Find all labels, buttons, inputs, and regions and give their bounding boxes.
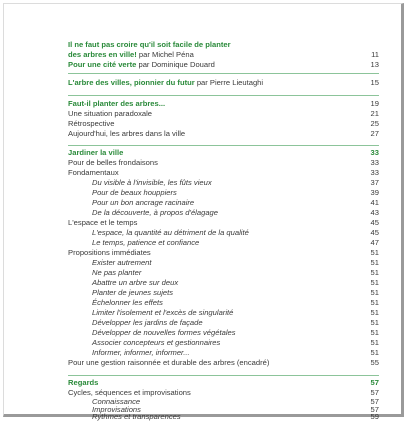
toc-entry-title: Exister autrement <box>92 258 152 267</box>
toc-entry <box>92 328 379 338</box>
toc-entry-title: Échelonner les effets <box>92 298 163 307</box>
toc-entry <box>92 318 379 328</box>
toc-entry-title: Faut-il planter des arbres... <box>68 99 166 108</box>
section-divider <box>68 375 379 376</box>
toc-entry-page: 51 <box>370 348 379 357</box>
toc-entry <box>92 268 379 278</box>
toc-entry-page: 15 <box>370 78 379 87</box>
toc-entry-title: Du visible à l'invisible, les fûts vieux <box>92 178 212 187</box>
toc-entry-title: Cycles, séquences et improvisations <box>68 388 191 397</box>
toc-entry-page: 25 <box>370 119 379 128</box>
toc-entry-page: 51 <box>370 318 379 327</box>
toc-entry-page: 51 <box>370 288 379 297</box>
toc-entry-page: 45 <box>370 218 379 227</box>
toc-entry-title: Pour de belles frondaisons <box>68 158 158 167</box>
toc-entry-page: 57 <box>370 388 379 397</box>
toc-entry-title: Limiter l'isolement et l'excès de singularité <box>92 308 234 317</box>
section-divider <box>68 73 379 74</box>
toc-section-heading <box>68 378 379 388</box>
toc-entry <box>92 308 379 318</box>
toc-entry <box>68 168 379 178</box>
toc-entry-title: Pour un bon ancrage racinaire <box>92 198 195 207</box>
toc-entry <box>92 188 379 198</box>
toc-entry-title: Jardiner la ville <box>68 148 124 157</box>
toc-entry-title: Pour une gestion raisonnée et durable des arbres (encadré) <box>68 358 270 367</box>
toc-entry-title: Rétrospective <box>68 119 115 128</box>
toc-entry-title: Fondamentaux <box>68 168 119 177</box>
toc-entry <box>92 288 379 298</box>
toc-entry-page: 59 <box>370 412 379 421</box>
toc-entry-page: 13 <box>370 60 379 69</box>
toc-entry-page: 21 <box>370 109 379 118</box>
toc-entry-title: Regards <box>68 378 99 387</box>
toc-entry-page: 41 <box>370 198 379 207</box>
toc-entry-title: Le temps, patience et confiance <box>92 238 200 247</box>
toc-entry-title: Développer les jardins de façade <box>92 318 203 327</box>
toc-entry-page: 57 <box>370 378 379 387</box>
toc-entry-title: L'espace et le temps <box>68 218 138 227</box>
toc-entry-page: 51 <box>370 298 379 307</box>
toc-entry-page: 33 <box>370 168 379 177</box>
toc-entry <box>92 348 379 358</box>
toc-entry-title: Aujourd'hui, les arbres dans la ville <box>68 129 186 138</box>
toc-entry-page: 43 <box>370 208 379 217</box>
toc-entry-page: 57 <box>370 397 379 406</box>
toc-entry-page: 47 <box>370 238 379 247</box>
toc-entry-page: 51 <box>370 328 379 337</box>
toc-entry-page: 51 <box>370 308 379 317</box>
section-divider <box>68 95 379 96</box>
toc-entry-author: par Pierre Lieutaghi <box>194 78 264 87</box>
toc-entry-page: 57 <box>370 405 379 414</box>
toc-entry-title: Informer, informer, informer... <box>92 348 190 357</box>
toc-entry-title: Improvisations <box>92 405 141 414</box>
toc-entry-page: 33 <box>370 158 379 167</box>
toc-entry-title: Développer de nouvelles formes végétales <box>92 328 236 337</box>
toc-entry-title: Associer concepteurs et gestionnaires <box>92 338 221 347</box>
toc-entry-title: Il ne faut pas croire qu'il soit facile de planter <box>68 40 231 49</box>
toc-entry-page: 19 <box>370 99 379 108</box>
toc-entry <box>92 278 379 288</box>
toc-entry-page: 51 <box>370 268 379 277</box>
toc-entry-title: des arbres en ville! <box>68 50 137 59</box>
toc-entry-title: Rythmes et transparences <box>92 412 181 421</box>
toc-entry <box>68 40 379 50</box>
toc-entry <box>68 119 379 129</box>
toc-entry-title: Connaissance <box>92 397 141 406</box>
toc-entry-title: Pour une cité verte <box>68 60 137 69</box>
toc-entry-page: 55 <box>370 358 379 367</box>
toc-entry <box>92 298 379 308</box>
toc-entry-page: 33 <box>370 148 379 157</box>
table-of-contents <box>4 4 401 421</box>
toc-entry-author: par Dominique Douard <box>136 60 215 69</box>
toc-entry <box>68 158 379 168</box>
toc-entry <box>92 258 379 268</box>
toc-entry <box>68 50 379 60</box>
toc-entry-page: 37 <box>370 178 379 187</box>
toc-entry-page: 51 <box>370 338 379 347</box>
toc-entry-title: L'arbre des villes, pionnier du futur <box>68 78 195 87</box>
toc-entry-page: 51 <box>370 258 379 267</box>
toc-entry-title: Ne pas planter <box>92 268 142 277</box>
toc-entry-title: Abattre un arbre sur deux <box>92 278 179 287</box>
toc-entry-page: 11 <box>371 50 379 59</box>
toc-entry-title: Pour de beaux houppiers <box>92 188 177 197</box>
toc-entry-title: Planter de jeunes sujets <box>92 288 174 297</box>
toc-entry <box>92 178 379 188</box>
toc-entry-page: 51 <box>370 248 379 257</box>
toc-entry-page: 27 <box>370 129 379 138</box>
page-frame <box>3 3 404 421</box>
toc-entry <box>68 78 379 88</box>
toc-entry-title: L'espace, la quantité au détriment de la qualité <box>92 228 249 237</box>
toc-entry-title: Propositions immédiates <box>68 248 151 257</box>
toc-entry-page: 51 <box>370 278 379 287</box>
toc-entry-title: De la découverte, à propos d'élagage <box>92 208 218 217</box>
toc-entry <box>68 129 379 139</box>
toc-entry <box>68 218 379 228</box>
toc-entry <box>68 248 379 258</box>
toc-entry-page: 45 <box>370 228 379 237</box>
toc-entry <box>92 338 379 348</box>
toc-entry-author: par Michel Péna <box>136 50 194 59</box>
toc-entry-page: 39 <box>370 188 379 197</box>
toc-entry <box>92 208 379 218</box>
toc-section-heading <box>68 99 379 109</box>
toc-entry <box>68 358 379 368</box>
toc-entry <box>92 228 379 238</box>
toc-entry-title: Une situation paradoxale <box>68 109 153 118</box>
toc-entry <box>92 238 379 248</box>
toc-entry <box>68 60 379 70</box>
toc-entry <box>92 198 379 208</box>
toc-entry <box>68 109 379 119</box>
section-divider <box>68 145 379 146</box>
toc-section-heading <box>68 148 379 158</box>
